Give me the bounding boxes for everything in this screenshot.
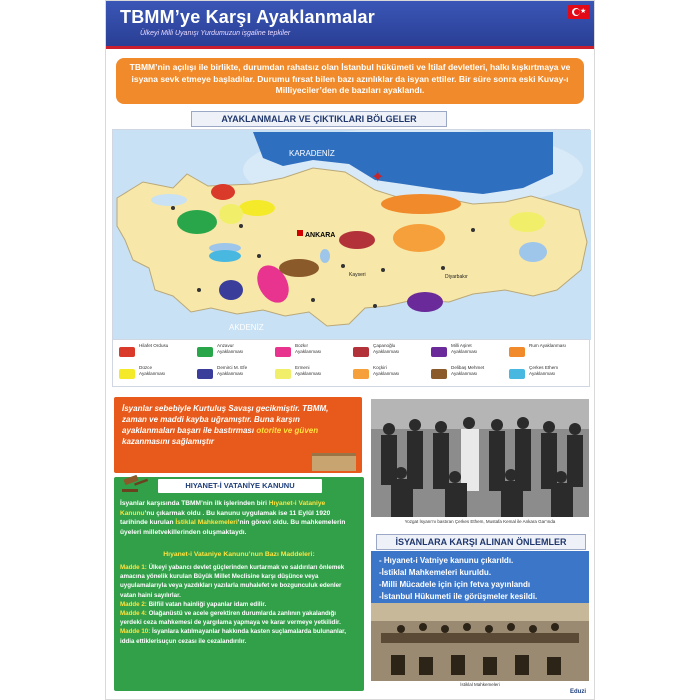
- legend-swatch: [119, 369, 135, 379]
- law-box: [114, 477, 364, 691]
- intro-box: TBMM’nin açılışı ile birlikte, durumdan rahatsız olan İstanbul hükümeti ve İtilaf devletleri, halkı kışkırtmaya ve isyana sevk etmeye başladılar. Durumu fırsat bilen bazı azınlıklar da isyan ettiler. Bir süre sonra eski Kuvay-ı Milliyeciler’den de bazıları ayaklandı.: [116, 58, 584, 104]
- legend-item: [509, 343, 567, 363]
- legend-swatch: [431, 347, 447, 357]
- legend-item: [353, 343, 411, 363]
- dragon-icon: ✦: [371, 167, 385, 186]
- law-article: Madde 10: İsyanlara katılmayanlar hakkında kasten suçlamalarda bulunanlar, iddia ettiklerisuçun cezası ile cezalandırılır.: [120, 628, 346, 645]
- legend-label: Koçkiri Ayaklanması: [373, 365, 400, 376]
- law-article: Madde 2: Bilfiil vatan hainliği yapanlar idam edilir.: [120, 600, 267, 608]
- legend-label: Ermeni Ayaklanması: [295, 365, 322, 376]
- legend-label: Demirci M. Efe Ayaklanması: [217, 365, 248, 376]
- measures-section-title: İSYANLARA KARŞI ALINAN ÖNLEMLER: [376, 534, 586, 550]
- legend-item: [275, 343, 333, 363]
- legend-item: [431, 365, 489, 385]
- law-title: HIYANET-İ VATANİYE KANUNU: [158, 479, 322, 493]
- revolt-ermeni-east: [509, 212, 545, 232]
- revolt-anzavur: [177, 210, 217, 234]
- legend-item: [119, 365, 177, 385]
- lake-van: [519, 242, 547, 262]
- parliament-building-icon: [312, 453, 356, 471]
- measure-item: -İstanbul Hükumeti ile görüşmeler kesildi.: [379, 592, 538, 601]
- legend-swatch: [431, 369, 447, 379]
- label-city-2: Diyarbakır: [445, 274, 468, 280]
- historical-photo-2: [371, 603, 589, 681]
- legend-label: Çapanoğlu Ayaklanması: [373, 343, 400, 354]
- legend-swatch: [353, 347, 369, 357]
- law-paragraph: [120, 499, 358, 537]
- legend-swatch: [353, 369, 369, 379]
- header-banner: [106, 1, 595, 49]
- legend-item: [197, 343, 255, 363]
- law-text-c: ’nu çıkarmak oldu . Bu kanunu uygulamak ise 11 Eylül 1920 tarihinde kurulan: [120, 509, 331, 527]
- revolt-hilafet: [211, 184, 235, 200]
- map-svg: [113, 130, 591, 340]
- legend-swatch: [197, 347, 213, 357]
- legend-swatch: [275, 369, 291, 379]
- poster: [105, 0, 595, 700]
- consequence-line-2: TBMM, zaman ve maddi kayba uğramıştır. Buna karşın ayaklanmaları başarı ile bastırması: [122, 404, 329, 435]
- label-karadeniz: KARADENİZ: [289, 149, 335, 158]
- law-text-a: İsyanlar karşısında TBMM’nin ilk işlerinden biri: [120, 500, 267, 507]
- consequence-line-3: kazanmasını sağlamıştır: [122, 437, 215, 446]
- historical-photo-1: [371, 399, 589, 517]
- legend-label: Bozkır Ayaklanması: [295, 343, 322, 354]
- consequence-line-1: İsyanlar sebebiyle Kurtuluş Savaşı gecikmiştir.: [122, 404, 300, 413]
- capital-marker: [297, 230, 303, 236]
- map-section-title: AYAKLANMALAR VE ÇIKTIKLARI BÖLGELER: [191, 111, 447, 127]
- legend-item: [353, 365, 411, 385]
- legend-swatch: [197, 369, 213, 379]
- publisher-logo: Eduzi: [570, 689, 586, 695]
- consequence-highlight: otorite ve güven: [256, 426, 319, 435]
- measure-item: - Hıyanet-i Vatniye kanunu çıkarıldı.: [379, 556, 514, 565]
- legend-label: Hilafet Ordusu: [139, 343, 169, 348]
- revolt-rum: [381, 194, 461, 214]
- legend-item: [197, 365, 255, 385]
- map-legend: [112, 339, 590, 387]
- law-article: Madde 1: Ülkeyi yabancı devlet güçlerinden kurtarmak ve saldırıları önlemek amacına yönelik kurulan Büyük Millet Meclisine karşı düşünce veya uygulamalarıyla veya yazdıkları yazılarla muhalefet ve bozgunculuk edenler vatan haini sayılırlar.: [120, 564, 345, 599]
- law-article: Madde 4: Olağanüstü ve acele gerektiren durumlarda zanlının yakalandığı yerdeki ceza mahkemesi de yargılama yapmaya ve karar vermeye yetkilidir.: [120, 610, 341, 627]
- revolt-ermeni-west: [219, 204, 243, 224]
- measure-item: -İstiklal Mahkemeleri kuruldu.: [379, 568, 492, 577]
- law-articles-subtitle: Hıyanet-i Vataniye Kanunu’nun Bazı Maddeleri:: [163, 551, 315, 558]
- legend-label: Delibaş Mehmet Ayaklanması: [451, 365, 485, 376]
- lake-tuz: [320, 249, 330, 263]
- legend-label: Düzce Ayaklanması: [139, 365, 166, 376]
- law-text-e: ’nin görevi oldu. Bu mahkemelerin üyeleri milletvekillerinden oluşmaktaydı.: [120, 519, 346, 536]
- legend-item: [119, 343, 177, 363]
- label-city-1: Kayseri: [349, 272, 366, 278]
- legend-swatch: [509, 369, 525, 379]
- law-articles-list: [120, 563, 358, 646]
- page-title: TBMM’ye Karşı Ayaklanmalar: [120, 7, 375, 27]
- legend-item: [509, 365, 567, 385]
- revolt-capanoglu: [339, 231, 375, 249]
- legend-item: [431, 343, 489, 363]
- revolt-kockiri: [393, 224, 445, 252]
- revolt-cerkes: [209, 250, 241, 262]
- measures-box: [371, 551, 589, 611]
- law-text-b: Hıyanet-i Vataniye Kanunu: [120, 500, 326, 517]
- legend-label: Anzavur Ayaklanması: [217, 343, 244, 354]
- measure-item: -Milli Mücadele için için fetva yayınlandı: [379, 580, 531, 589]
- label-ankara: ANKARA: [305, 232, 336, 239]
- legend-swatch: [509, 347, 525, 357]
- revolt-demirci: [219, 280, 243, 300]
- photo-1-caption: Yozgat İsyanı'nı bastıran Çerkes Ethem, Mustafa Kemal ile Ankara Gar'ında: [404, 519, 556, 524]
- legend-item: [275, 365, 333, 385]
- legend-swatch: [275, 347, 291, 357]
- legend-label: Milli Aşiret Ayaklanması: [451, 343, 478, 354]
- photo-2-caption: İstiklal Mahkemeleri: [460, 682, 500, 687]
- revolt-milli-asiret: [407, 292, 443, 312]
- gavel-icon: [120, 471, 150, 493]
- turkish-flag-icon: ★: [568, 5, 590, 19]
- legend-label: Rum Ayaklanması: [529, 343, 566, 348]
- page-subtitle: Ülkeyi Milli Uyanışı Yurdumuzun işgaline tepkiler: [140, 30, 291, 37]
- revolt-delibas: [279, 259, 319, 277]
- label-akdeniz: AKDENİZ: [229, 323, 264, 332]
- legend-label: Çerkes Ethem Ayaklanması: [529, 365, 559, 376]
- law-text-d: İstiklal Mahkemeleri: [175, 519, 238, 527]
- revolt-duzce: [239, 200, 275, 216]
- legend-swatch: [119, 347, 135, 357]
